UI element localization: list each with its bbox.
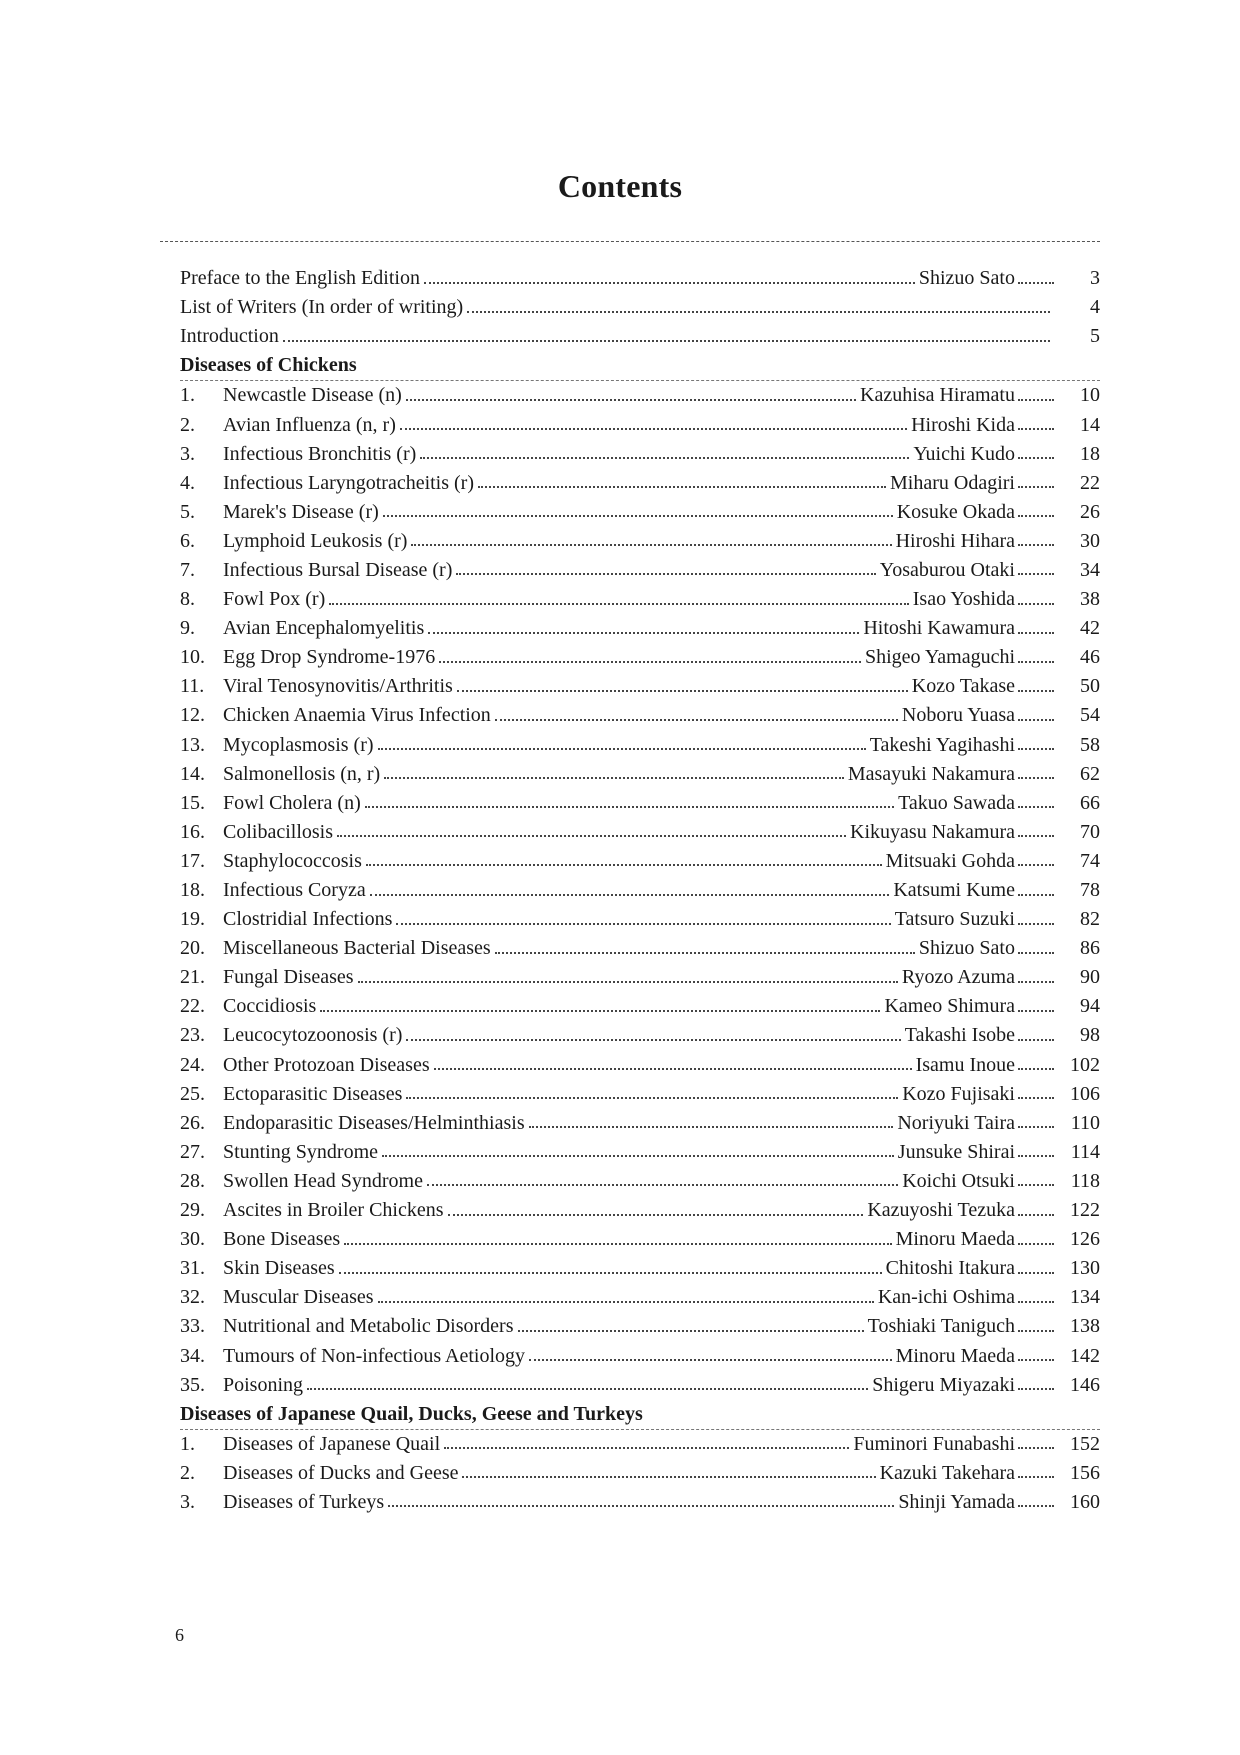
dot-leader [495,719,898,721]
entry-author: Kazuki Takehara [879,1461,1015,1484]
dot-leader [1018,1126,1054,1128]
entry-author: Chitoshi Itakura [885,1257,1015,1280]
toc-entry[interactable] [180,789,1100,818]
dot-leader [518,1330,864,1332]
dot-leader [1018,835,1054,837]
entry-page: 86 [1080,937,1100,960]
toc-entry[interactable] [180,1138,1100,1167]
entry-title: Egg Drop Syndrome-1976 [223,646,436,669]
entry-author: Katsumi Kume [893,879,1015,902]
entry-author: Hiroshi Hihara [895,529,1015,552]
entry-title: Avian Influenza (n, r) [223,413,396,436]
entry-page: 126 [1070,1228,1100,1251]
toc-entry[interactable] [180,1196,1100,1225]
entry-page: 22 [1080,471,1100,494]
dot-leader [478,486,886,488]
dot-leader [378,748,866,750]
entry-page: 122 [1070,1199,1100,1222]
entry-author: Shinji Yamada [898,1490,1015,1513]
dot-leader [529,1359,892,1361]
dot-leader [1018,1243,1054,1245]
toc-entry[interactable] [180,1109,1100,1138]
entry-number: 34. [180,1344,205,1367]
toc-entry[interactable] [180,322,1100,351]
toc-entry[interactable] [180,672,1100,701]
dot-leader [411,544,891,546]
entry-page: 90 [1080,966,1100,989]
dot-leader [1018,399,1054,401]
toc-entry[interactable] [180,1312,1100,1341]
dot-leader [1018,894,1054,896]
entry-number: 29. [180,1199,205,1222]
entry-author: Yosaburou Otaki [879,558,1015,581]
dot-leader [420,457,909,459]
entry-number: 33. [180,1315,205,1338]
toc-entry[interactable] [180,818,1100,847]
dot-leader [370,894,890,896]
entry-title: Stunting Syndrome [223,1140,379,1163]
entry-number: 1. [180,384,195,407]
dot-leader [382,1155,894,1157]
entry-number: 4. [180,471,195,494]
entry-title: Fowl Cholera (n) [223,791,361,814]
dot-leader [1018,923,1054,925]
toc-entry[interactable] [180,1488,1100,1517]
entry-author: Isao Yoshida [912,588,1015,611]
dot-leader [400,428,907,430]
top-rule [160,241,1100,242]
dot-leader [448,1214,864,1216]
dot-leader [1018,573,1054,575]
dot-leader [329,603,909,605]
entry-title: Infectious Coryza [223,879,366,902]
dot-leader [1018,1388,1054,1390]
dot-leader [1018,1359,1054,1361]
entry-page: 5 [1090,325,1100,348]
section-heading [180,1400,1100,1430]
toc-entry[interactable] [180,293,1100,322]
entry-author: Takeshi Yagihashi [869,733,1015,756]
dot-leader [1018,777,1054,779]
entry-number: 28. [180,1169,205,1192]
entry-author: Fuminori Funabashi [853,1432,1015,1455]
entry-number: 32. [180,1286,205,1309]
entry-page: 38 [1080,588,1100,611]
entry-title: Diseases of Turkeys [223,1490,385,1513]
dot-leader [1018,981,1054,983]
entry-title: Skin Diseases [223,1257,335,1280]
entry-number: 16. [180,820,205,843]
dot-leader [320,1010,880,1012]
entry-number: 14. [180,762,205,785]
entry-title: Newcastle Disease (n) [223,384,402,407]
entry-title: Muscular Diseases [223,1286,374,1309]
entry-title: Diseases of Ducks and Geese [223,1461,459,1484]
toc-entry[interactable] [180,992,1100,1021]
entry-number: 35. [180,1373,205,1396]
dot-leader [457,690,908,692]
toc-entry[interactable] [180,556,1100,585]
entry-author: Shigeru Miyazaki [872,1373,1015,1396]
toc-entry[interactable] [180,469,1100,498]
entry-page: 4 [1090,296,1100,319]
dot-leader [1018,603,1054,605]
toc-entry[interactable] [180,585,1100,614]
entry-number: 7. [180,558,195,581]
entry-page: 130 [1070,1257,1100,1280]
entry-number: 3. [180,1490,195,1513]
entry-page: 42 [1080,617,1100,640]
dot-leader [1018,1505,1054,1507]
entry-number: 22. [180,995,205,1018]
dot-leader [378,1301,874,1303]
entry-author: Hitoshi Kawamura [863,617,1015,640]
entry-title: Infectious Bronchitis (r) [223,442,417,465]
dot-leader [1018,1330,1054,1332]
dot-leader [1018,661,1054,663]
entry-number: 9. [180,617,195,640]
dot-leader [427,1184,898,1186]
dot-leader [1018,1447,1054,1449]
toc-entry[interactable] [180,876,1100,905]
dot-leader [434,1068,912,1070]
entry-number: 18. [180,879,205,902]
entry-number: 1. [180,1432,195,1455]
entry-number: 11. [180,675,205,698]
dot-leader [339,1272,882,1274]
toc-entry[interactable] [180,731,1100,760]
entry-page: 156 [1070,1461,1100,1484]
entry-title: Lymphoid Leukosis (r) [223,529,408,552]
dot-leader [1018,1476,1054,1478]
entry-author: Noriyuki Taira [897,1111,1015,1134]
entry-page: 114 [1070,1140,1100,1163]
toc-entry[interactable] [180,1225,1100,1254]
entry-number: 13. [180,733,205,756]
entry-title: Endoparasitic Diseases/Helminthiasis [223,1111,525,1134]
dot-leader [396,923,890,925]
dot-leader [1018,806,1054,808]
entry-title: Tumours of Non-infectious Aetiology [223,1344,526,1367]
toc-entry[interactable] [180,760,1100,789]
toc-entry[interactable] [180,643,1100,672]
entry-title: Fungal Diseases [223,966,354,989]
section-heading [180,351,1100,381]
dot-leader [1018,1039,1054,1041]
entry-title: Coccidiosis [223,995,317,1018]
entry-title: Ectoparasitic Diseases [223,1082,403,1105]
entry-page: 70 [1080,820,1100,843]
dot-leader [1018,282,1054,284]
dot-leader [1018,1214,1054,1216]
entry-number: 27. [180,1140,205,1163]
dot-leader [1018,1068,1054,1070]
toc-entry[interactable] [180,440,1100,469]
dot-leader [365,806,894,808]
toc-entry[interactable] [180,1341,1100,1370]
entry-page: 118 [1070,1169,1100,1192]
entry-number: 20. [180,937,205,960]
entry-author: Kozo Takase [911,675,1015,698]
dot-leader [456,573,875,575]
dot-leader [439,661,861,663]
entry-page: 94 [1080,995,1100,1018]
dot-leader [1018,952,1054,954]
entry-title: Swollen Head Syndrome [223,1169,423,1192]
entry-title: Clostridial Infections [223,908,393,931]
entry-author: Shizuo Sato [918,267,1015,290]
entry-number: 2. [180,1461,195,1484]
toc-entry[interactable] [180,498,1100,527]
entry-number: 24. [180,1053,205,1076]
entry-author: Minoru Maeda [895,1344,1015,1367]
entry-number: 2. [180,413,195,436]
entry-author: Takuo Sawada [898,791,1015,814]
dot-leader [1018,1184,1054,1186]
entry-author: Hiroshi Kida [911,413,1015,436]
entry-author: Kazuhisa Hiramatu [860,384,1015,407]
entry-number: 10. [180,646,205,669]
entry-title: Diseases of Japanese Quail [223,1432,441,1455]
entry-page: 78 [1080,879,1100,902]
entry-author: Junsuke Shirai [897,1140,1015,1163]
entry-page: 26 [1080,500,1100,523]
dot-leader [1018,544,1054,546]
toc-entry[interactable] [180,1254,1100,1283]
entry-number: 6. [180,529,195,552]
entry-number: 15. [180,791,205,814]
entry-number: 8. [180,588,195,611]
dot-leader [384,777,844,779]
entry-author: Isamu Inoue [915,1053,1015,1076]
entry-author: Masayuki Nakamura [847,762,1015,785]
entry-title: Staphylococcosis [223,849,362,872]
entry-number: 19. [180,908,205,931]
entry-number: 25. [180,1082,205,1105]
entry-author: Shizuo Sato [918,937,1015,960]
entry-title: Salmonellosis (n, r) [223,762,381,785]
dot-leader [428,632,859,634]
entry-author: Toshiaki Taniguch [867,1315,1015,1338]
entry-number: 21. [180,966,205,989]
toc-entry[interactable] [180,701,1100,730]
dot-leader [1018,1301,1054,1303]
dot-leader [462,1476,875,1478]
entry-author: Kan-ichi Oshima [877,1286,1015,1309]
entry-number: 5. [180,500,195,523]
dot-leader [1018,515,1054,517]
entry-page: 66 [1080,791,1100,814]
section-title: Diseases of Japanese Quail, Ducks, Geese and Turkeys [180,1402,643,1425]
dot-leader [1018,428,1054,430]
entry-title: Bone Diseases [223,1228,341,1251]
entry-title: Infectious Bursal Disease (r) [223,558,453,581]
dot-leader [406,399,856,401]
entry-title: Fowl Pox (r) [223,588,326,611]
dot-leader [388,1505,894,1507]
entry-page: 14 [1080,413,1100,436]
entry-number: 3. [180,442,195,465]
entry-page: 34 [1080,558,1100,581]
entry-title: Nutritional and Metabolic Disorders [223,1315,514,1338]
entry-page: 62 [1080,762,1100,785]
dot-leader [529,1126,894,1128]
entry-page: 74 [1080,849,1100,872]
entry-author: Miharu Odagiri [890,471,1015,494]
entry-title: Avian Encephalomyelitis [223,617,425,640]
entry-title: Introduction [180,325,279,348]
dot-leader [1018,486,1054,488]
entry-title: Other Protozoan Diseases [223,1053,430,1076]
entry-page: 142 [1070,1344,1100,1367]
toc-entry[interactable] [180,963,1100,992]
entry-author: Noboru Yuasa [901,704,1015,727]
entry-title: Mycoplasmosis (r) [223,733,374,756]
entry-page: 146 [1070,1373,1100,1396]
entry-number: 26. [180,1111,205,1134]
entry-number: 31. [180,1257,205,1280]
toc-entry[interactable] [180,1021,1100,1050]
entry-number: 23. [180,1024,205,1047]
entry-page: 46 [1080,646,1100,669]
dot-leader [444,1447,849,1449]
dot-leader [283,340,1050,342]
dot-leader [337,835,846,837]
entry-title: Viral Tenosynovitis/Arthritis [223,675,453,698]
dot-leader [1018,864,1054,866]
toc-entry[interactable] [180,1080,1100,1109]
section-title: Diseases of Chickens [180,354,357,377]
table-of-contents [180,264,1100,1517]
toc-entry[interactable] [180,905,1100,934]
dot-leader [1018,457,1054,459]
entry-author: Yuichi Kudo [913,442,1015,465]
entry-author: Takashi Isobe [904,1024,1015,1047]
dot-leader [383,515,893,517]
dot-leader [1018,632,1054,634]
dot-leader [358,981,898,983]
toc-entry[interactable] [180,614,1100,643]
entry-title: Colibacillosis [223,820,333,843]
entry-title: Infectious Laryngotracheitis (r) [223,471,475,494]
entry-author: Koichi Otsuki [902,1169,1015,1192]
entry-number: 17. [180,849,205,872]
dot-leader [406,1097,898,1099]
entry-author: Shigeo Yamaguchi [865,646,1015,669]
dot-leader [307,1388,868,1390]
dot-leader [467,311,1050,313]
entry-page: 30 [1080,529,1100,552]
entry-number: 12. [180,704,205,727]
entry-page: 54 [1080,704,1100,727]
dot-leader [366,864,882,866]
entry-page: 50 [1080,675,1100,698]
entry-author: Tatsuro Suzuki [894,908,1015,931]
entry-author: Kozo Fujisaki [902,1082,1015,1105]
entry-title: Leucocytozoonosis (r) [223,1024,403,1047]
entry-page: 102 [1070,1053,1100,1076]
dot-leader [1018,1010,1054,1012]
entry-title: Marek's Disease (r) [223,500,379,523]
entry-page: 160 [1070,1490,1100,1513]
entry-page: 58 [1080,733,1100,756]
dot-leader [424,282,915,284]
entry-page: 10 [1080,384,1100,407]
entry-page: 3 [1090,267,1100,290]
entry-author: Kazuyoshi Tezuka [867,1199,1015,1222]
entry-title: Ascites in Broiler Chickens [223,1199,444,1222]
page-number: 6 [175,1625,184,1645]
entry-page: 18 [1080,442,1100,465]
page-title: Contents [557,168,683,204]
dot-leader [1018,1272,1054,1274]
entry-page: 134 [1070,1286,1100,1309]
entry-author: Minoru Maeda [895,1228,1015,1251]
toc-entry[interactable] [180,1051,1100,1080]
toc-entry[interactable] [180,381,1100,410]
toc-entry[interactable] [180,934,1100,963]
toc-entry[interactable] [180,1283,1100,1312]
toc-entry[interactable] [180,1459,1100,1488]
entry-title: List of Writers (In order of writing) [180,296,464,319]
toc-entry[interactable] [180,264,1100,293]
entry-author: Ryozo Azuma [901,966,1015,989]
entry-title: Miscellaneous Bacterial Diseases [223,937,491,960]
entry-page: 106 [1070,1082,1100,1105]
toc-entry[interactable] [180,410,1100,439]
entry-title: Poisoning [223,1373,304,1396]
entry-page: 82 [1080,908,1100,931]
entry-page: 152 [1070,1432,1100,1455]
entry-page: 110 [1070,1111,1100,1134]
toc-entry[interactable] [180,527,1100,556]
toc-entry[interactable] [180,1167,1100,1196]
entry-title: Chicken Anaemia Virus Infection [223,704,491,727]
dot-leader [495,952,915,954]
entry-author: Kikuyasu Nakamura [850,820,1015,843]
entry-author: Mitsuaki Gohda [885,849,1015,872]
toc-entry[interactable] [180,1371,1100,1400]
dot-leader [1018,719,1054,721]
entry-page: 138 [1070,1315,1100,1338]
dot-leader [1018,1097,1054,1099]
toc-entry[interactable] [180,1430,1100,1459]
entry-author: Kameo Shimura [884,995,1015,1018]
entry-page: 98 [1080,1024,1100,1047]
dot-leader [1018,748,1054,750]
entry-title: Preface to the English Edition [180,267,420,290]
entry-number: 30. [180,1228,205,1251]
toc-entry[interactable] [180,847,1100,876]
dot-leader [1018,1155,1054,1157]
dot-leader [344,1243,891,1245]
dot-leader [406,1039,900,1041]
dot-leader [1018,690,1054,692]
entry-author: Kosuke Okada [896,500,1015,523]
